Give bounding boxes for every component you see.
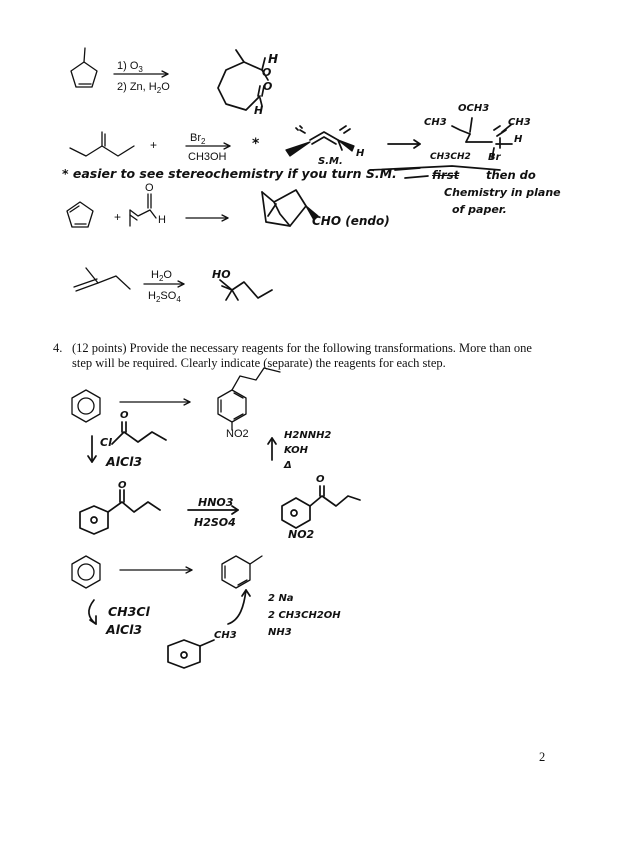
strike-through-first [405,176,428,178]
alkene-h-label: H [356,148,365,159]
toluene-ch3-label: CH3 [214,630,237,641]
intermediate-2-nitro-label: NO2 [288,528,315,541]
norbornene-structure [262,190,318,226]
plus-sign-2: + [114,210,122,224]
benzene-structure-1 [72,390,100,422]
note-then-do: then do [486,168,536,182]
nitro-butylbenzene-structure [218,368,280,430]
acrolein-o-label: O [145,182,154,194]
tertiary-alcohol-structure [220,280,272,300]
ozonolysis-reagent-2: 2) Zn, $H_2O$ [117,81,170,96]
note-strike-word: first [432,168,460,182]
benzene-structure-2 [72,556,100,588]
aldehyde-h-top: H [268,52,279,66]
birch-reduction-reagents [268,590,341,641]
intermediate-o-label: O [118,480,127,491]
page-number: 2 [539,750,546,764]
ch3-right-label: CH3 [508,117,531,128]
intermediate-2-o-label: O [316,474,325,485]
product-h-label: H [514,134,523,145]
keto-aldehyde-structure [218,50,268,110]
ketone-o: O [263,80,273,93]
acyl-o-label: O [120,410,129,421]
question-text-line-2: step will be required. Clearly indicate (separate) the reagents for each step. [72,356,446,370]
nitration-reagent-top: HNO3 [198,496,234,509]
methylcyclohexadiene-structure [222,556,262,588]
birch-line-1: 2 Na [268,593,294,604]
note-line-3: of paper. [452,203,507,216]
hydration-reagent-top: $H_2O$ [151,269,172,284]
methylbutene-structure [70,132,134,156]
acyl-chloride-structure [112,422,166,444]
toluene-structure [168,640,214,668]
sm-label: S.M. [318,156,343,167]
note-line-2: Chemistry in plane [444,186,561,199]
wolff-kishner-reagents [284,428,331,473]
star-mark-1: * [252,136,260,152]
acrolein-h-label: H [158,214,166,226]
ozonolysis-reagent-1: 1) $O_3$ [117,60,143,75]
methylpentene-structure [74,268,130,291]
stereochemistry-note: * easier to see stereochemistry if you turn S.M. [62,166,397,181]
wolff-kishner-line-3: Δ [284,460,292,471]
bromine-reagent: $Br_2$ [190,132,206,147]
cyclopentadiene-structure [67,202,93,227]
ch3-left-label: CH3 [424,117,447,128]
aldehyde-h-bottom: H [254,104,264,117]
plus-sign-1: + [150,138,158,152]
aryl-ketone-structure [80,490,160,534]
nitration-reagent-bottom: H2SO4 [194,516,236,529]
turned-alkene-structure [286,126,354,156]
hydroxyl-label: HO [212,268,231,281]
wolff-kishner-line-2: KOH [284,445,308,456]
ch3ch2-label: CH3CH2 [430,152,471,162]
br-label: Br [488,152,501,163]
nitro-aryl-ketone-structure [282,486,360,528]
methanol-solvent: CH3OH [188,151,227,163]
endo-product-label: CHO (endo) [312,214,390,228]
acrolein-structure [130,194,156,226]
nitro-label-1: NO2 [226,428,249,440]
acyl-cl-label: Cl [100,436,112,449]
aldehyde-o-top: O [262,66,272,79]
question-number: 4. [53,341,63,355]
wolff-kishner-line-1: H2NNH2 [284,430,332,441]
methyl-chloride-reagent: CH3Cl [108,604,150,619]
och3-label: OCH3 [458,103,490,114]
birch-line-3: NH3 [268,627,292,638]
methylcyclopentene-structure [71,48,97,87]
alcl3-reagent-1: AlCl3 [106,454,143,469]
birch-line-2: 2 CH3CH2OH [268,610,341,621]
question-text-line-1: (12 points) Provide the necessary reagents for the following transformations. More than one [72,341,532,355]
alcl3-reagent-2: AlCl3 [106,622,143,637]
hydration-reagent-bottom: $H_2SO_4$ [148,290,181,305]
